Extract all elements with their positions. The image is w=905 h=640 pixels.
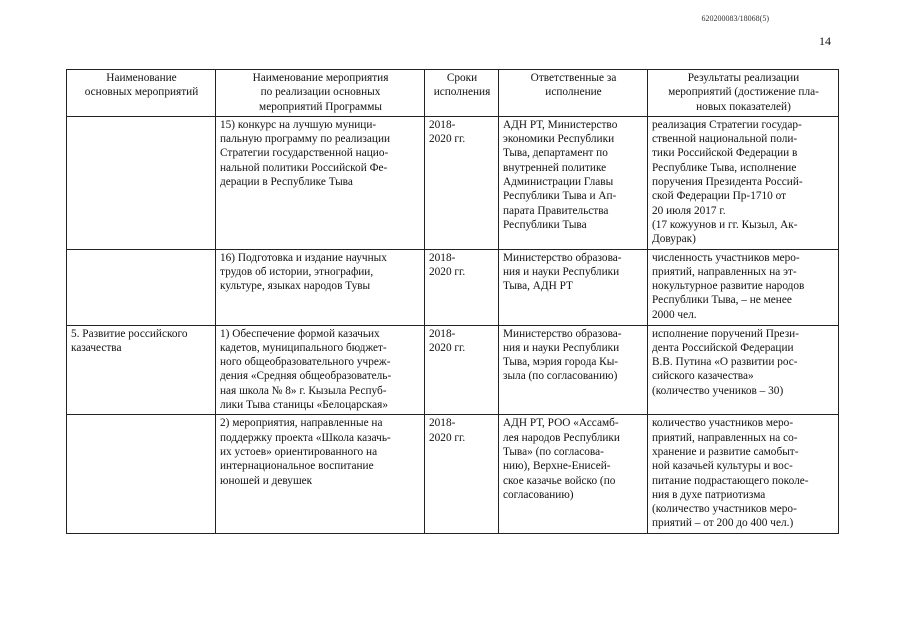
- cell-period: 2018- 2020 гг.: [425, 249, 499, 325]
- cell-activity: 15) конкурс на лучшую муници- пальную программу по реализации Стратегии государственной нацио- нальной политики Российской Фе- дерации в Республике Тыва: [216, 116, 425, 249]
- header-responsible: Ответственные за исполнение: [499, 70, 648, 117]
- cell-results: реализация Стратегии государ- ственной национальной поли- тики Российской Федерации в Республике Тыва, исполнение поручения Президента Россий- ской Федерации Пр-1710 от 20 июля 2017 г. (17 кожуунов и гг. Кызыл, Ак- Довурак): [648, 116, 839, 249]
- cell-responsible: Министерство образова- ния и науки Республики Тыва, мэрия города Кы- зыла (по согласованию): [499, 325, 648, 415]
- cell-period: 2018- 2020 гг.: [425, 325, 499, 415]
- cell-activity: 2) мероприятия, направленные на поддержку проекта «Школа казачь- их устоев» ориентированного на интернациональное воспитание юношей и девушек: [216, 415, 425, 533]
- cell-main-activity: [67, 249, 216, 325]
- header-results: Результаты реализации мероприятий (достижение пла- новых показателей): [648, 70, 839, 117]
- cell-period: 2018- 2020 гг.: [425, 415, 499, 533]
- cell-activity: 1) Обеспечение формой казачьих кадетов, муниципального бюджет- ного общеобразовательного учреж- дения «Средняя общеобразователь- ная школа № 8» г. Кызыла Респуб- лики Тыва станицы «Белоцарская»: [216, 325, 425, 415]
- cell-main-activity: [67, 116, 216, 249]
- page-number: 14: [819, 34, 831, 48]
- header-period: Сроки исполнения: [425, 70, 499, 117]
- cell-main-activity: 5. Развитие российского казачества: [67, 325, 216, 415]
- cell-main-activity: [67, 415, 216, 533]
- cell-period: 2018- 2020 гг.: [425, 116, 499, 249]
- cell-responsible: Министерство образова- ния и науки Республики Тыва, АДН РТ: [499, 249, 648, 325]
- document-id: 620200083/18068(5): [701, 14, 769, 23]
- header-main-activities: Наименование основных мероприятий: [67, 70, 216, 117]
- header-activity-name: Наименование мероприятия по реализации основных мероприятий Программы: [216, 70, 425, 117]
- table-row: [67, 249, 839, 325]
- table-header-row: [67, 70, 839, 117]
- cell-results: количество участников меро- приятий, направленных на со- хранение и развитие самобыт- ной казачьей культуры и вос- питание подрастающего поколе- ния в духе патриотизма (количество участников меро- приятий – от 200 до 400 чел.): [648, 415, 839, 533]
- cell-results: численность участников меро- приятий, направленных на эт- нокультурное развитие народов Республики Тыва, – не менее 2000 чел.: [648, 249, 839, 325]
- cell-activity: 16) Подготовка и издание научных трудов об истории, этнографии, культуре, языках народов Тувы: [216, 249, 425, 325]
- table-row: [67, 116, 839, 249]
- cell-responsible: АДН РТ, РОО «Ассамб- лея народов Республики Тыва» (по согласова- нию), Верхне-Енисей- ское казачье войско (по согласованию): [499, 415, 648, 533]
- cell-results: исполнение поручений Прези- дента Российской Федерации В.В. Путина «О развитии рос- сийского казачества» (количество учеников – 30): [648, 325, 839, 415]
- table-row: [67, 415, 839, 533]
- programme-table: [66, 69, 839, 534]
- table-row: [67, 325, 839, 415]
- cell-responsible: АДН РТ, Министерство экономики Республики Тыва, департамент по внутренней политике Администрации Главы Республики Тыва и Ап- парата Правительства Республики Тыва: [499, 116, 648, 249]
